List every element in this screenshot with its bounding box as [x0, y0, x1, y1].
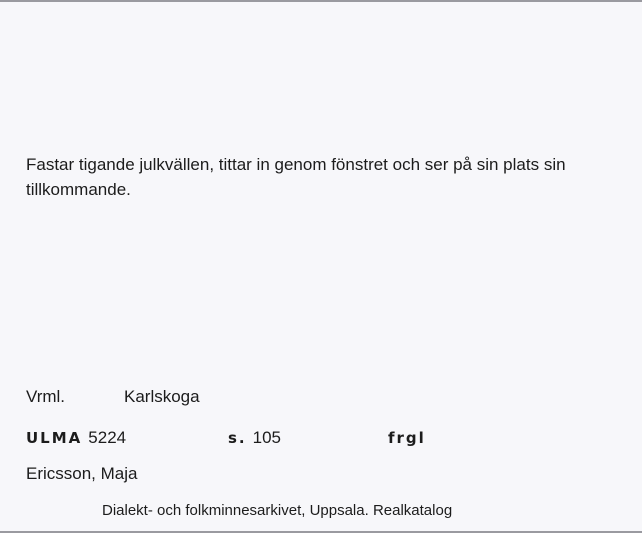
record-text: Fastar tigande julkvällen, tittar in genom fönstret och ser på sin plats sin tillkommande.	[26, 155, 566, 199]
page-label: s.	[228, 429, 247, 447]
archive-reference	[26, 428, 126, 448]
archive-abbreviation: ULMA	[26, 429, 83, 447]
page-reference	[228, 428, 281, 448]
collector-name: Ericsson, Maja	[26, 464, 138, 483]
page-number: 105	[252, 428, 282, 447]
parish-label: Karlskoga	[124, 387, 200, 406]
province-label: Vrml.	[26, 387, 66, 406]
institution-footer: Dialekt- och folkminnesarkivet, Uppsala. Realkatalog	[102, 502, 453, 519]
category-reference	[388, 428, 426, 448]
category-code: frgl	[388, 429, 426, 447]
archive-number: 5224	[88, 428, 127, 447]
place-row	[26, 387, 200, 407]
